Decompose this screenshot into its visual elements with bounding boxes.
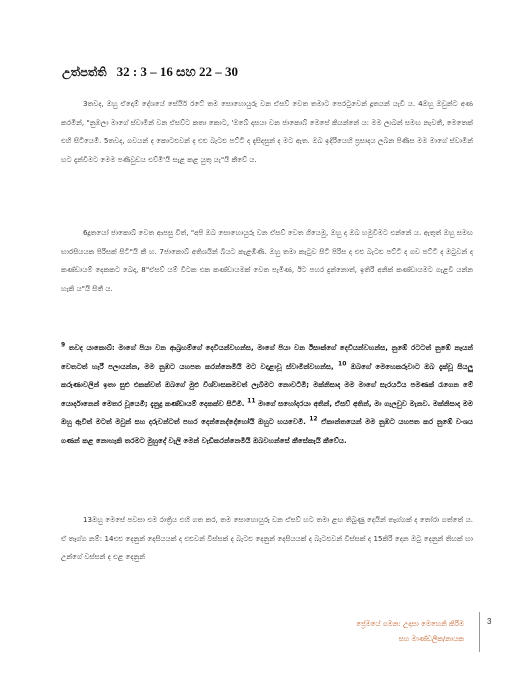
page-number: 3: [487, 617, 492, 626]
paragraph-verses-9-12: [61, 339, 473, 451]
passage-heading: [62, 64, 238, 80]
verse-text: මාගේ සහෝදරයා අතින්, ඒසව් අතින්, මා ගැලවුව මැනව. මක්නිසාද මම ඔහු ඇවිත් මටත් මවුන් සහ දරුවන්ටත් පහර දෙන්නෙද්දෝහෝයි ඔහුට භයවෙමි.: [61, 398, 473, 427]
verse-text: ඔබගේ මෙහෙකරුවාට ඔබ දැක්වූ සියලු කරුණාවලින් ඉතා සුළු එකක්වත් ඔබගේ මුළු විශ්වාසකමවත් ලැබීමට නොවටිමි; මක්නිසාද මම මාගේ සැරයටිය පමණක් රැගෙන මේ යොර්දානෙන් මෙතර වූයෙමි; දැනුදු කණ්ඩායම් දෙකක්ව සිටිමි.: [61, 361, 473, 408]
book-name: උත්පත්ති: [62, 65, 107, 79]
paragraph-verses-6-8: 6දූතයෝ ජාකොබ් වෙත ආපසු විත්, "අපි ඔබ සොහොයුරු වන ඒසව් වෙත ගියෙමු, ඔහු ද ඔබ හමුවීමට එන්නේ ය. ඇතුත් ඔහු සමඟ භාරසියයක පිරිසක් සිටී"යි කී හ. 7ජාකොබ් අතිශයින් බියට කැළඹිණි. ඔහු තමා කැටුව සිටි පිරිස ද එළු බැටළු පට්ටි ද ගව පට්ටි ද ඔටුවන් ද කණ්ඩායම් දෙකකට බෙදා, 8"ඒසව් යම් විටක එක කණ්ඩායමක් වෙත පැමිණ, ඊට පහර දුන්නොත්, ඉතිරි අනික් කණ්ඩායමට ගැළවී යන්න හැකි ය"යි සිතී ය.: [61, 228, 473, 293]
verse-number: 12: [309, 416, 318, 424]
paragraph-verses-13-15: 13ඔහු මෙසේ පවසා එම රාත්‍රිය එහි ගත කර, තම සොහොයුරු වන ඒසව් හට තමා ළඟ තිබුණු දෙයින් තෑග්ගක් ද තෝරා ගත්තේ ය. ඒ තෑග්ග නම්: 14එළු දෙනුන් දෙසියයක් ද එළුවන් විස්සක් ද බැටළු දෙනුන් දෙසියයක් ද බැටළුවන් විස්සක් ද 15කිරි දෙන ඔටු දෙනුන් තිහක් හා උන්ගේ වස්සන් ද එළ දෙනුන්: [61, 515, 473, 562]
footer-divider: [479, 612, 480, 652]
verse-number: 9: [61, 341, 66, 349]
page-footer: [356, 617, 464, 647]
verse-text: තවද යාකොබ්: මාගේ පියා වන ආබ්‍රහම්ගේ දෙවියන්වහන්ස, මාගේ පියා වන ඊසාක්ගේ දෙවියන්වහන්ස, නුඹේ රටටත් නුඹේ නෑයන් වෙතටත් හැරී පලායන්න, මම නුඹට යහපත කරන්නෙමියි මට වදාළාවූ ස්වාමීන්වහන්ස,: [61, 343, 473, 371]
footer-title: ප්‍රේමයේ ගමන: උදාසා මෙහෙනි කිරිම: [356, 620, 464, 628]
verse-number: 11: [247, 397, 256, 405]
footer-subtitle: සහ මාණ්ඩලික/නායක: [398, 635, 464, 643]
verse-number: 10: [338, 360, 347, 368]
paragraph-verses-3-5: 3තවද, ඔහු ඒදොම් දේශයේ සේයිර් රටේ තම සොහොයුරු වන ඒසව් වෙත තමාට පෙරටුවෙන් දූතයන් යැවී ය. 4ඔහු ඔවුන්ට අණ කරමින්, "නුඹලා මාගේ ස්වාමීන් වන ඒසව්ට කතා කොට, 'ඔබේ දාසයා වන ජාකොබ් මෙසේ කියන්නේ ය: මම ලාබන් සමඟ නැවතී, මෙතෙක් එහි සිටියෙමි. 5තවද, ගවයන් ද කොටළුවන් ද එළු බැටළු පට්ටි ද දැසිදසුන් ද මට ඇත. ඔබ ඉදිරියෙහි ප්‍රසාදය ලබන පිණිස මම මාගේ ස්වාමීන් හට දැන්වීමට මෙම පණිවුඩය එව්මි'යි සැළ කළ යුතු යැ"යි කීවේ ය.: [61, 99, 473, 164]
chapter-verse-reference: 32 : 3 – 16 සහ 22 – 30: [116, 64, 238, 79]
verse-text: ඒකාන්තයෙන් මම නුඹට යහපත කර නුඹේ වංශය ගණන් කළ නොහැකි තරමට මුහුදේ වැලි මෙන් වැඩිකරන්නෙමියි ඔබවහන්සේ කීසේකැයි කීවේය.: [61, 417, 473, 445]
